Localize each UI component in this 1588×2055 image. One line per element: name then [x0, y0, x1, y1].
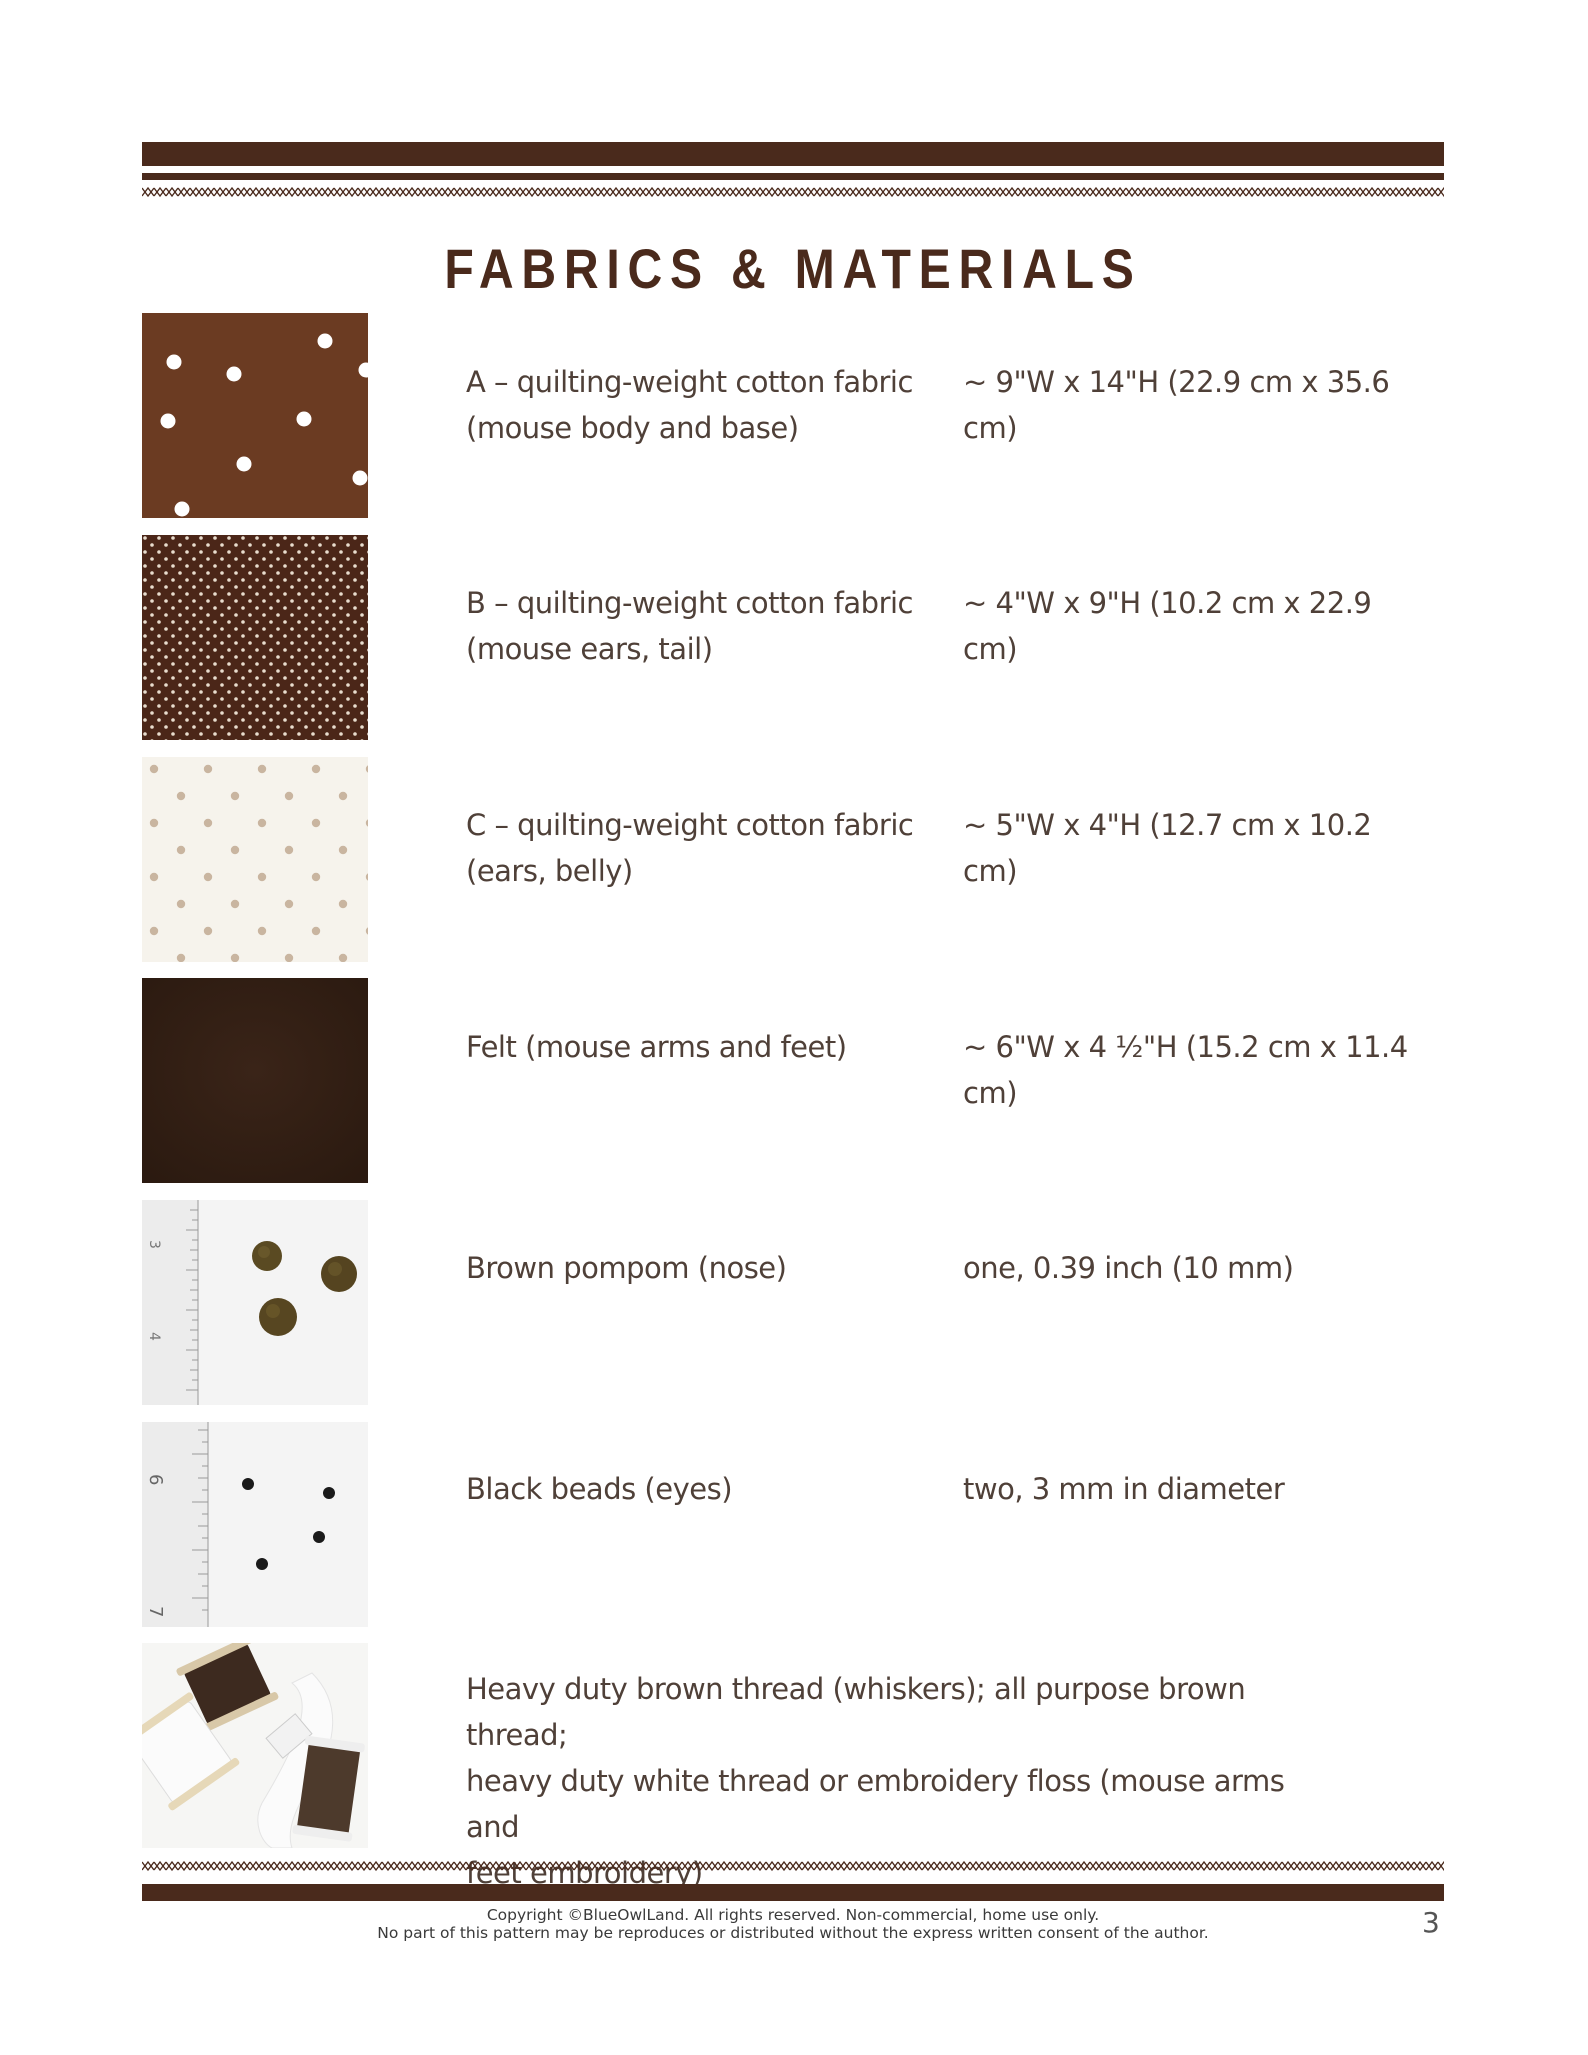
material-f-size: two, 3 mm in diameter	[963, 1472, 1285, 1506]
fabric-c-swatch	[142, 757, 368, 962]
ruler-label-4: 4	[146, 1332, 162, 1341]
material-b-line1: B – quilting-weight cotton fabric	[466, 586, 913, 620]
material-d-name	[466, 1024, 946, 1070]
beads-photo	[142, 1422, 368, 1627]
page-number: 3	[1422, 1906, 1440, 1939]
ruler-label-3: 3	[146, 1240, 162, 1249]
footer-band	[142, 1884, 1444, 1901]
material-g-line1: Heavy duty brown thread (whiskers); all purpose brown thread;	[466, 1672, 1246, 1752]
footer-zigzag-border	[142, 1858, 1444, 1874]
material-a-name	[466, 359, 946, 451]
material-a-size: ~ 9"W x 14"H (22.9 cm x 35.6 cm)	[963, 365, 1390, 445]
material-e-name	[466, 1245, 946, 1291]
material-c-size: ~ 5"W x 4"H (12.7 cm x 10.2 cm)	[963, 808, 1372, 888]
material-b-size: ~ 4"W x 9"H (10.2 cm x 22.9 cm)	[963, 586, 1372, 666]
page-title: FABRICS & MATERIALS	[444, 237, 1142, 300]
ruler-label-7: 7	[145, 1606, 166, 1618]
material-f-name	[466, 1466, 946, 1512]
material-e-size: one, 0.39 inch (10 mm)	[963, 1251, 1294, 1285]
felt-swatch	[142, 978, 368, 1183]
material-a-line1: A – quilting-weight cotton fabric	[466, 365, 913, 399]
header-zigzag-border	[142, 184, 1444, 200]
material-f-line1: Black beads (eyes)	[466, 1472, 733, 1506]
ruler-label-6: 6	[145, 1474, 166, 1486]
material-g-line2: heavy duty white thread or embroidery floss (mouse arms and	[466, 1764, 1285, 1844]
material-c-line1: C – quilting-weight cotton fabric	[466, 808, 914, 842]
material-d-line1: Felt (mouse arms and feet)	[466, 1030, 847, 1064]
material-b-line2: (mouse ears, tail)	[466, 632, 713, 666]
material-d-size: ~ 6"W x 4 ½"H (15.2 cm x 11.4 cm)	[963, 1030, 1408, 1110]
header-band-thick	[142, 142, 1444, 166]
fabric-a-swatch	[142, 313, 368, 518]
material-b-name	[466, 580, 946, 672]
copyright-footer	[142, 1906, 1444, 1942]
copyright-line2: No part of this pattern may be reproduces or distributed without the express written consent of the author.	[377, 1924, 1209, 1942]
material-c-line2: (ears, belly)	[466, 854, 633, 888]
material-a-line2: (mouse body and base)	[466, 411, 799, 445]
copyright-line1: Copyright ©BlueOwlLand. All rights reserved. Non-commercial, home use only.	[486, 1906, 1100, 1924]
material-e-line1: Brown pompom (nose)	[466, 1251, 787, 1285]
pompom-photo	[142, 1200, 368, 1405]
header-band-thin	[142, 173, 1444, 180]
fabric-b-swatch	[142, 535, 368, 740]
material-c-name	[466, 802, 946, 894]
threads-photo	[142, 1643, 368, 1848]
